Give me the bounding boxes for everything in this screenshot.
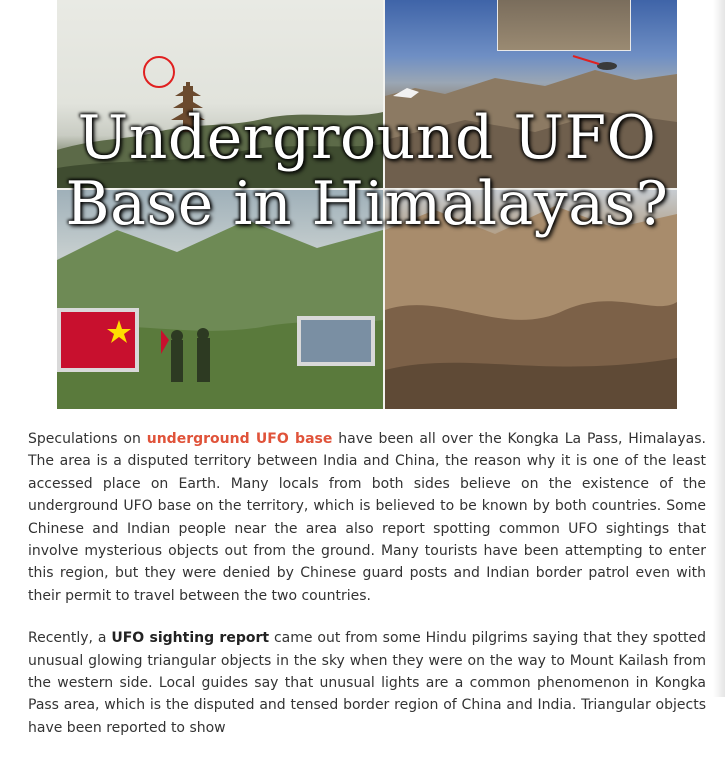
article-body (28, 428, 706, 759)
hero-title-line2: Base in Himalayas? (65, 169, 669, 239)
hero-title-line1: Underground UFO (77, 103, 657, 173)
p2-text-rest: came out from some Hindu pilgrims saying that they spotted unusual glowing triangular objects in the sky when they were on the way to Mount Kailash from the western side. Local guides say that unusual lights are a common phenomenon in Kongka Pass area, which is the disputed and tensed border region of China and India. Triangular objects have been reported to show (28, 630, 706, 736)
p1-text-rest: have been all over the Kongka La Pass, Himalayas. The area is a disputed territory between India and China, the reason why it is one of the least accessed place on Earth. Many locals from both sides believe on the existence of the underground UFO base on the territory, which is believed to be known by both countries. Some Chinese and Indian people near the area also report spotting common UFO sightings that involve mysterious objects out from the ground. Many tourists have been attempting to enter this region, but they were denied by Chinese guard posts and Indian border patrol even with their permit to travel between the two countries. (28, 431, 706, 604)
ufo-sighting-report-bold: UFO sighting report (111, 630, 270, 647)
hero-overlay-title (57, 105, 677, 237)
p2-text-start: Recently, a (28, 630, 112, 647)
article-paragraph-2 (28, 627, 706, 739)
p1-text-start: Speculations on (28, 431, 147, 447)
inset-zoom-photo (497, 0, 631, 51)
red-circle-marker (143, 56, 175, 88)
page-edge-shadow (713, 0, 725, 697)
underground-ufo-base-link[interactable]: underground UFO base (146, 431, 333, 447)
article-paragraph-1 (28, 428, 706, 607)
